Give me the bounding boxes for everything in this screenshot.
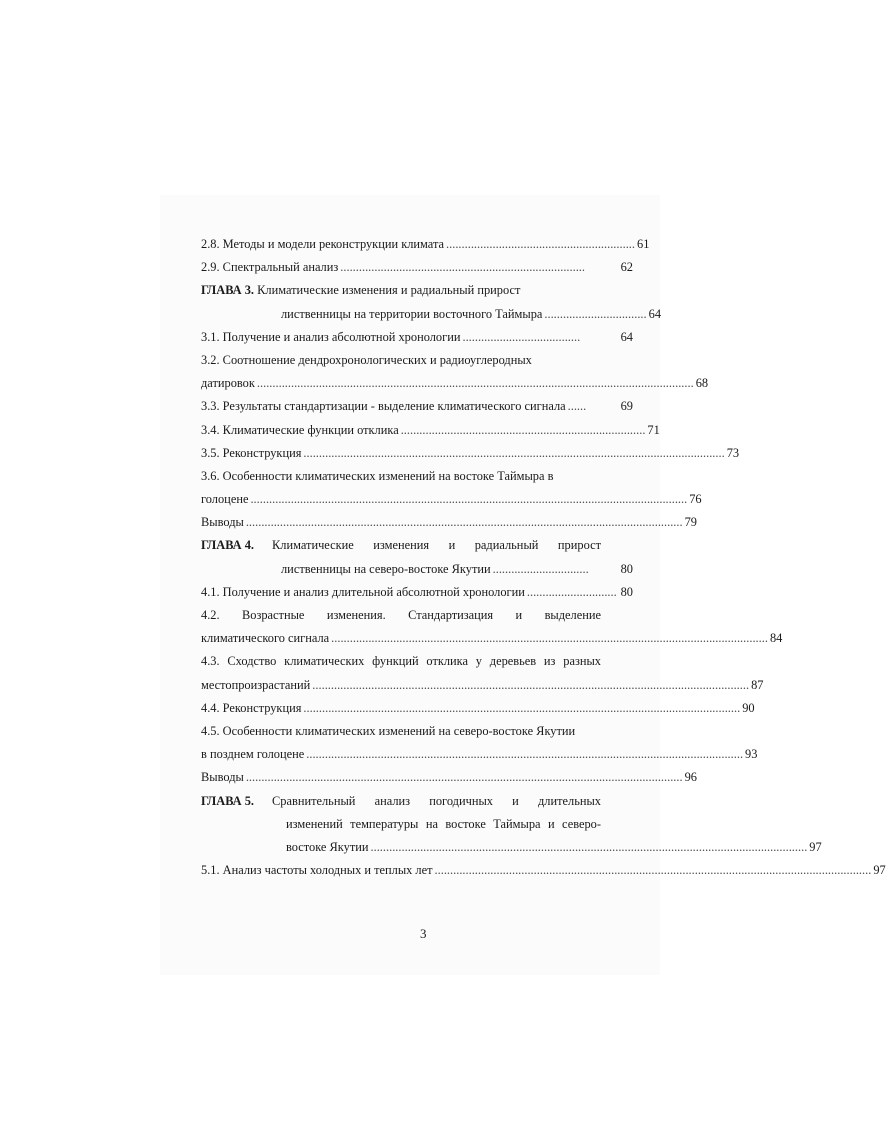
toc-entry-title: Выводы: [201, 770, 244, 785]
toc-entry-page: 64: [620, 329, 633, 344]
toc-entry-page: 93: [745, 747, 758, 762]
dot-leader: ......: [567, 399, 587, 414]
toc-entry-title-cont: климатического сигнала: [201, 631, 330, 646]
dot-leader: .............................................................................................................................................: [245, 770, 683, 785]
dot-leader: .............................: [526, 584, 617, 599]
toc-entry-title-cont: датировок: [201, 376, 255, 391]
dot-leader: .............................................................................................................................................: [245, 515, 683, 530]
chapter-label: ГЛАВА 3.: [201, 283, 255, 298]
dot-leader: .............................................................................................................................................: [306, 747, 744, 762]
toc-entry-title: 3.5. Реконструкция: [201, 445, 302, 460]
toc-entry-page: 90: [742, 700, 755, 715]
chapter-title-line2: лиственницы на территории восточного Таймыра: [281, 306, 543, 321]
toc-entry-title: 3.3. Результаты стандартизации - выделение климатического сигнала: [201, 399, 566, 414]
toc-entry-page: 71: [647, 422, 660, 437]
chapter-label: ГЛАВА 4.: [201, 538, 255, 553]
toc-entry-page: 61: [637, 237, 650, 251]
toc-entry-3-4[interactable]: [201, 419, 660, 442]
dot-leader: ...............................................................................: [400, 422, 646, 437]
toc-entry-title: 3.4. Климатические функции отклика: [201, 422, 399, 437]
toc-chapter-5-heading-cont[interactable]: [201, 813, 633, 836]
toc-entry-title: 3.6. Особенности климатических изменений на востоке Таймыра в: [201, 468, 554, 483]
toc-entry-title-cont: голоцене: [201, 492, 249, 507]
toc-entry-page: 96: [684, 770, 697, 785]
toc-entry-title: 2.8. Методы и модели реконструкции климата: [201, 237, 445, 251]
toc-entry-page: 68: [695, 376, 709, 391]
toc-chapter-3-heading-cont[interactable]: [201, 303, 662, 326]
dot-leader: ...............................................................................: [340, 260, 585, 275]
dot-leader: .................................: [544, 306, 647, 321]
toc-entry-4-1[interactable]: [201, 581, 633, 604]
toc-entry-page: 69: [620, 399, 633, 414]
toc-entry-page: 80: [620, 561, 633, 576]
toc-entry-page: 79: [684, 515, 697, 530]
toc-entry-4-2[interactable]: [201, 604, 633, 627]
toc-entry-page: 73: [726, 445, 740, 460]
toc-entry-page: 87: [751, 677, 764, 692]
toc-entry-3-5[interactable]: [201, 442, 740, 465]
toc-entry-4-3-cont[interactable]: [201, 674, 764, 697]
toc-entry-title: 4.2. Возрастные изменения. Стандартизация и выделение: [201, 608, 601, 622]
toc-entry-title: 3.2. Соотношение дендрохронологических и радиоуглеродных: [201, 352, 532, 367]
toc-entry-page: 84: [769, 631, 783, 646]
chapter-title-line3: востоке Якутии: [286, 839, 369, 854]
toc-entry-page: 97: [809, 839, 822, 854]
toc-entry-3-2-cont[interactable]: [201, 372, 709, 395]
dot-leader: .............................................................................................................................................: [250, 492, 688, 507]
dot-leader: .............................................................................................................................................: [331, 631, 768, 646]
dot-leader: .............................................................................................................................................: [370, 839, 808, 854]
toc-entry-4-2-cont[interactable]: [201, 627, 783, 650]
toc-entry-title: 4.1. Получение и анализ длительной абсолютной хронологии: [201, 584, 525, 599]
dot-leader: .............................................................................................................................................: [434, 863, 872, 878]
toc-entry-page: 76: [689, 492, 702, 507]
toc-entry-title-cont: в позднем голоцене: [201, 747, 305, 762]
dot-leader: ........................................................................................................................................: [303, 445, 725, 460]
toc-entry-page: 64: [648, 306, 662, 321]
chapter-label: ГЛАВА 5.: [201, 793, 255, 808]
toc-entry-3-3[interactable]: [201, 395, 633, 418]
toc-chapter-5-heading[interactable]: [201, 790, 633, 813]
toc-entry-page: 97: [873, 863, 886, 878]
page-number: 3: [420, 926, 427, 941]
dot-leader: .............................................................................................................................................: [256, 376, 694, 391]
chapter-title-line2: изменений температуры на востоке Таймыра и северо-: [286, 816, 601, 831]
toc-entry-title: 3.1. Получение и анализ абсолютной хронологии: [201, 329, 461, 344]
toc-entry-title-cont: местопроизрастаний: [201, 677, 311, 692]
dot-leader: .............................................................................................................................................: [312, 677, 750, 692]
toc-entry-2-8[interactable]: [201, 233, 650, 256]
toc-chapter-4-heading-cont[interactable]: [201, 558, 633, 581]
toc-chapter-4-conclusions[interactable]: [201, 766, 697, 789]
toc-entry-title: Выводы: [201, 515, 244, 530]
toc-entry-5-1[interactable]: [201, 859, 886, 882]
dot-leader: ......................................: [462, 329, 581, 344]
toc-entry-2-9[interactable]: [201, 256, 633, 279]
toc-entry-title: 2.9. Спектральный анализ: [201, 260, 339, 275]
toc-entry-4-3[interactable]: [201, 650, 633, 673]
dot-leader: ...............................: [492, 561, 589, 576]
toc-entry-title: 4.3. Сходство климатических функций отклика у деревьев из разных: [201, 654, 601, 669]
toc-entry-page: 62: [620, 260, 633, 275]
chapter-title-line1: Сравнительный анализ погодичных и длительных: [272, 793, 601, 808]
table-of-contents: [201, 233, 886, 882]
dot-leader: .............................................................: [446, 237, 635, 251]
toc-chapter-4-heading[interactable]: [201, 534, 633, 557]
toc-entry-4-4[interactable]: [201, 697, 755, 720]
toc-entry-4-5[interactable]: [201, 720, 633, 743]
toc-chapter-3-conclusions[interactable]: [201, 511, 697, 534]
toc-entry-title: 5.1. Анализ частоты холодных и теплых лет: [201, 863, 433, 878]
toc-entry-3-1[interactable]: [201, 326, 633, 349]
chapter-title-line2: лиственницы на северо-востоке Якутии: [281, 561, 491, 576]
chapter-title-line1: Климатические изменения и радиальный прирост: [272, 538, 601, 553]
toc-chapter-3-heading[interactable]: [201, 279, 633, 302]
toc-entry-page: 80: [620, 584, 633, 599]
toc-entry-title: 4.5. Особенности климатических изменений на северо-востоке Якутии: [201, 723, 576, 738]
dot-leader: .............................................................................................................................................: [303, 700, 741, 715]
chapter-title-line1: Климатические изменения и радиальный прирост: [257, 283, 521, 298]
toc-chapter-5-heading-cont2[interactable]: [201, 836, 822, 859]
toc-entry-4-5-cont[interactable]: [201, 743, 758, 766]
toc-entry-3-2[interactable]: [201, 349, 633, 372]
toc-entry-title: 4.4. Реконструкция: [201, 700, 302, 715]
toc-entry-3-6-cont[interactable]: [201, 488, 702, 511]
toc-entry-3-6[interactable]: [201, 465, 633, 488]
